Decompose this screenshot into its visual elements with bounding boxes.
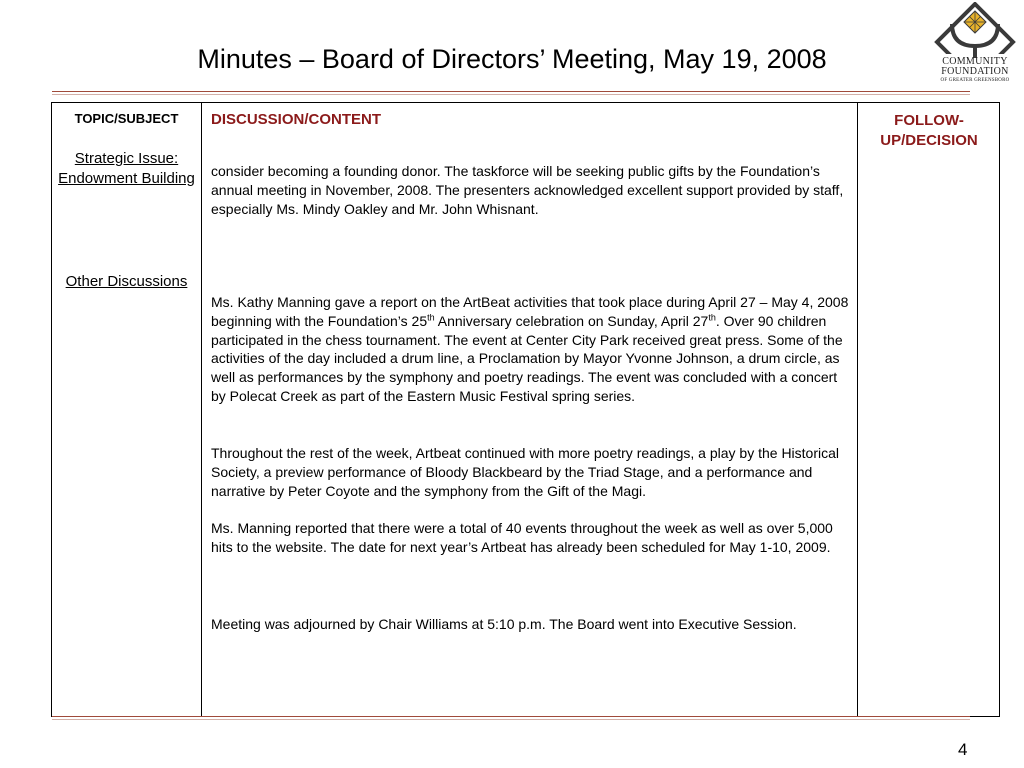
top-divider [52,91,970,92]
follow-up-header: FOLLOW-UP/DECISION [880,112,978,149]
topic-endowment-building: Strategic Issue: Endowment Building [58,150,195,187]
discussion-paragraph-adjourned: Meeting was adjourned by Chair Williams at 5:10 p.m. The Board went into Executive Session. [211,616,797,632]
follow-up-column [858,103,1000,716]
bottom-divider [52,716,970,717]
logo-text-greensboro: OF GREATER GREENSBORO [940,78,1010,83]
top-divider-secondary [52,94,970,95]
bottom-divider-secondary [52,719,970,720]
community-foundation-logo [930,2,1020,86]
discussion-paragraph-founding-donor: consider becoming a founding donor. The taskforce will be seeking public gifts by the Foundation’s annual meeting in November, 2008. The presenters acknowledged excellent support provided by staff, especially Ms. Mindy Oakley and Mr. John Whisnant. [211,163,844,217]
topic-header: TOPIC/SUBJECT [74,111,179,126]
discussion-column [201,103,858,716]
minutes-table [51,102,1000,717]
discussion-paragraph-artbeat-week: Throughout the rest of the week, Artbeat continued with more poetry readings, a play by the Historical Society, a preview performance of Bloody Blackbeard by the Triad Stage, and a performance and narrative by Peter Coyote and the symphony from the Gift of the Magi. [211,445,840,499]
discussion-header: DISCUSSION/CONTENT [211,111,382,128]
topic-other-discussions: Other Discussions [65,273,188,290]
discussion-paragraph-events-total: Ms. Manning reported that there were a total of 40 events throughout the week as well as over 5,000 hits to the website. The date for next year’s Artbeat has already been scheduled for May 1-10, 2009. [211,520,833,555]
topic-column [52,103,202,716]
page-title: Minutes – Board of Directors’ Meeting, May 19, 2008 [197,44,827,74]
logo-text-community: COMMUNITY [942,56,1008,67]
discussion-paragraph-artbeat-report: Ms. Kathy Manning gave a report on the ArtBeat activities that took place during April 27 – May 4, 2008 beginning with the Foundation’s 25th Anniversary celebration on Sunday, April 27th. Over 90 children participated in the chess tournament. The event at Center City Park received great press. Some of the activities of the day included a drum line, a Proclamation by Mayor Yvonne Johnson, a drum circle, as well as performances by the symphony and poetry readings. The event was concluded with a concert by Polecat Creek as part of the Eastern Music Festival spring series. [211,294,849,404]
logo-text-foundation: FOUNDATION [941,66,1009,77]
page-number: 4 [958,740,968,759]
logo-mark-icon [930,2,1020,58]
